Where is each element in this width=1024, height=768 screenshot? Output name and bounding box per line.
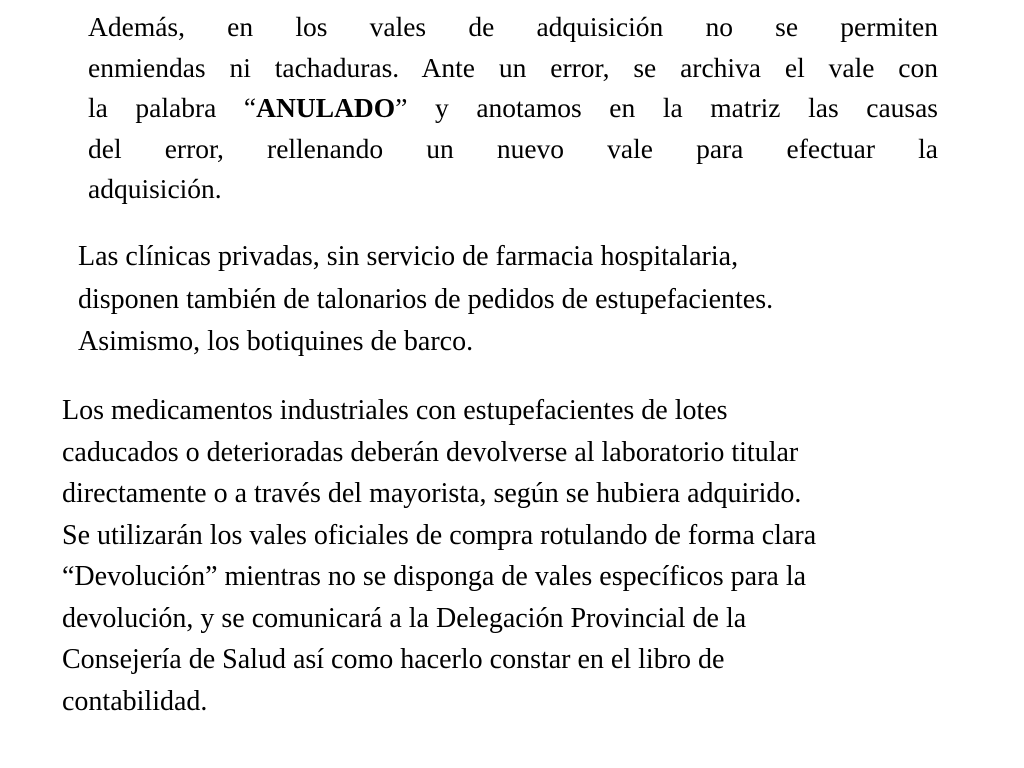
bold-word-anulado: ANULADO	[256, 92, 396, 123]
paragraph-line: Los medicamentos industriales con estupefacientes de lotes	[62, 395, 728, 426]
paragraph-line: caducados o deterioradas deberán devolverse al laboratorio titular	[62, 436, 799, 468]
paragraph-line: Además, en los vales de adquisición no se permiten	[88, 11, 938, 42]
paragraph-line: Se utilizarán los vales oficiales de compra rotulando de forma clara	[62, 519, 817, 551]
text-run: la palabra “	[88, 92, 257, 123]
paragraph-line: devolución, y se comunicará a la Delegación Provincial de la	[62, 602, 747, 634]
paragraph-line: Asimismo, los botiquines de barco.	[78, 326, 474, 357]
paragraph-devolucion	[62, 390, 1002, 722]
text-run: ” y anotamos en la matriz las causas	[395, 92, 939, 123]
paragraph-line: adquisición.	[88, 173, 222, 204]
paragraph-line: contabilidad.	[62, 685, 208, 717]
paragraph-anulado	[88, 7, 938, 210]
paragraph-line: Las clínicas privadas, sin servicio de farmacia hospitalaria,	[78, 241, 739, 272]
paragraph-line: directamente o a través del mayorista, según se hubiera adquirido.	[62, 478, 802, 509]
paragraph-line	[88, 88, 938, 129]
paragraph-line: del error, rellenando un nuevo vale para efectuar la	[88, 132, 938, 164]
paragraph-line: “Devolución” mientras no se disponga de vales específicos para la	[62, 561, 807, 592]
paragraph-clinicas-privadas	[78, 236, 978, 364]
paragraph-line: disponen también de talonarios de pedidos de estupefacientes.	[78, 283, 774, 315]
paragraph-line: enmiendas ni tachaduras. Ante un error, se archiva el vale con	[88, 51, 938, 83]
paragraph-line: Consejería de Salud así como hacerlo constar en el libro de	[62, 644, 725, 675]
